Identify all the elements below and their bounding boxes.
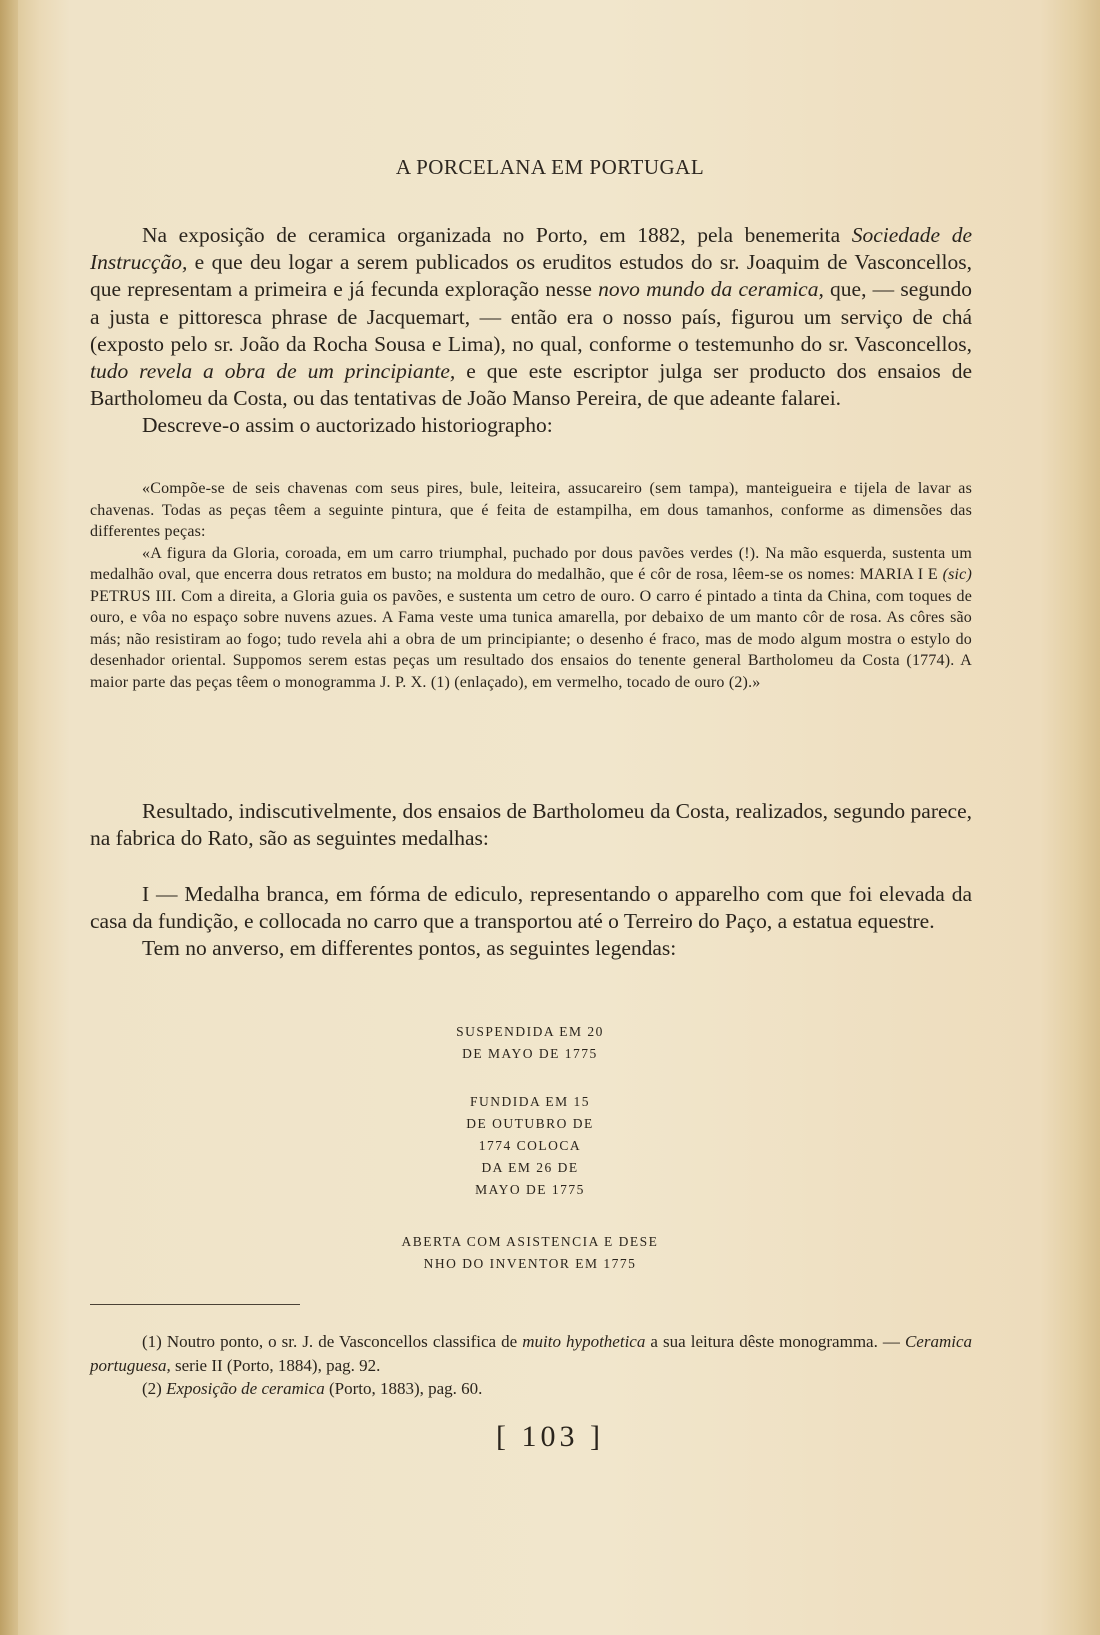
footnote-1: (1) Noutro ponto, o sr. J. de Vasconcellos classifica de muito hypothetica a sua leitura dêste monogramma. — Ceramica portuguesa, serie II (Porto, 1884), pag. 92. bbox=[90, 1332, 973, 1375]
legend-line: NHO DO INVENTOR EM 1775 bbox=[423, 1256, 637, 1271]
paragraph-1: Na exposição de ceramica organizada no Porto, em 1882, pela benemerita Sociedade de Instrucção, e que deu logar a serem publicados os eruditos estudos do sr. Joaquim de Vasconcellos, que representam a primeira e já fecunda exploração nesse novo mundo da ceramica, que, — segundo a justa e pittoresca phrase de Jacquemart, — então era o nosso país, figurou um serviço de chá (exposto pelo sr. João da Rocha Sousa e Lima), no qual, conforme o testemunho do sr. Vasconcellos, tudo revela a obra de um principiante, e que este escriptor julga ser producto dos ensaios de Bartholomeu da Costa, ou das tentativas de João Manso Pereira, de que adeante falarei. bbox=[90, 223, 972, 411]
footnotes bbox=[90, 1330, 972, 1401]
page-title: A PORCELANA EM PORTUGAL bbox=[395, 155, 705, 179]
footnote-2: (2) Exposição de ceramica (Porto, 1883), pag. 60. bbox=[142, 1379, 483, 1398]
italic-text: Sociedade de Instrucção, bbox=[90, 223, 972, 275]
paragraph-4: I — Medalha branca, em fórma de ediculo, representando o apparelho com que foi elevada da casa da fundição, e collocada no carro que a transportou até o Terreiro do Paço, a estatua equestre. bbox=[90, 882, 972, 934]
legend-inscription-2 bbox=[0, 1091, 1060, 1201]
italic-text: novo mundo da ceramica, bbox=[598, 277, 824, 302]
italic-text: Ceramica portuguesa, bbox=[90, 1332, 973, 1375]
italic-text: muito hypothetica bbox=[522, 1332, 646, 1351]
legend-line: FUNDIDA EM 15 bbox=[469, 1094, 590, 1109]
legend-line: SUSPENDIDA EM 20 bbox=[456, 1024, 604, 1039]
paragraph-3: Resultado, indiscutivelmente, dos ensaios de Bartholomeu da Costa, realizados, segundo parece, na fabrica do Rato, são as seguintes medalhas: bbox=[90, 799, 972, 851]
legend-line: DE OUTUBRO DE bbox=[466, 1116, 594, 1131]
book-spine-shadow bbox=[0, 0, 18, 1635]
legend-line: DA EM 26 DE bbox=[481, 1160, 579, 1175]
italic-text: tudo revela a obra de um principiante, bbox=[90, 359, 456, 384]
quotation-block bbox=[90, 478, 972, 693]
legend-inscription-3 bbox=[0, 1231, 1060, 1275]
italic-text: (sic) bbox=[942, 566, 972, 583]
legend-line: ABERTA COM ASISTENCIA E DESE bbox=[401, 1234, 659, 1249]
quote-paragraph-1: «Compõe-se de seis chavenas com seus pires, bule, leiteira, assucareiro (sem tampa), manteigueira e tijela de lavar as chavenas. Todas as peças têem a seguinte pintura, que é feita de estampilha, em dous tamanhos, conforme as dimensões das differentes peças: bbox=[90, 480, 972, 540]
legend-line: 1774 COLOCA bbox=[478, 1138, 582, 1153]
results-paragraph-block bbox=[90, 798, 972, 852]
page-number: [ 103 ] bbox=[496, 1420, 604, 1453]
quote-paragraph-2: «A figura da Gloria, coroada, em um carro triumphal, puchado por dous pavões verdes (!). Na mão esquerda, sustenta um medalhão oval, que encerra dous retratos em busto; na moldura do medalhão, que é côr de rosa, lêem-se os nomes: MARIA I E (sic) PETRUS III. Com a direita, a Gloria guia os pavões, e sustenta um cetro de ouro. O carro é pintado a tinta da China, com toques de ouro, e vôa no espaço sobre nuvens azues. A Fama veste uma tunica amarella, por debaixo de um manto côr de rosa. As côres são más; não resistiram ao fogo; tudo revela ahi a obra de um principiante; o desenho é fraco, mas de modo algum mostra o estylo do desenhador oriental. Suppomos serem estas peças um resultado dos ensaios do tenente general Bartholomeu da Costa (1774). A maior parte das peças têem o monogramma J. P. X. (1) (enlaçado), em vermelho, tocado de ouro (2).» bbox=[90, 544, 972, 691]
footnote-divider bbox=[90, 1304, 300, 1305]
paragraph-5: Tem no anverso, em differentes pontos, as seguintes legendas: bbox=[142, 936, 677, 961]
legend-line: MAYO DE 1775 bbox=[475, 1182, 585, 1197]
medal-paragraph-block bbox=[90, 881, 972, 963]
paragraph-2: Descreve-o assim o auctorizado historiographo: bbox=[142, 413, 553, 438]
intro-paragraph-block bbox=[90, 222, 972, 440]
legend-line: DE MAYO DE 1775 bbox=[462, 1046, 598, 1061]
legend-inscription-1 bbox=[0, 1021, 1060, 1065]
italic-text: Exposição de ceramica bbox=[166, 1379, 325, 1398]
